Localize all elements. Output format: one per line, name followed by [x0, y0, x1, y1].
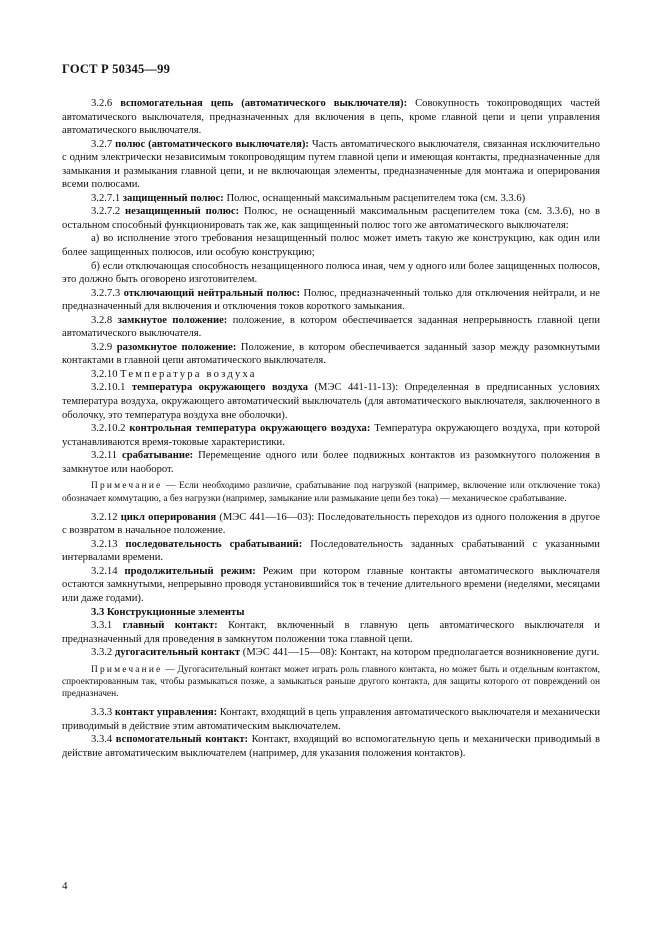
paragraph-3-2-7: 3.2.7 полюс (автоматического выключателя): Часть автоматического выключателя, связанная исключительно с одним электрически независимым токопроводящим путем главной цепи и имеющая контакты, предназначенные для замыкания и размыкания главной цепи, и не включающая элементы, предназначенные для монтажа и оперирования всеми полюсами.	[62, 138, 600, 191]
paragraph-3-2-7-2: 3.2.7.2 незащищенный полюс: Полюс, не оснащенный максимальным расцепителем тока (см. 3.3.6), но в остальном способный функционировать так же, как защищенный полюс того же автоматического выключателя:	[62, 206, 600, 231]
page-number: 4	[62, 880, 68, 892]
note-1: Примечание — Если необходимо различие, срабатывание под нагрузкой (например, включение или отключение тока) обозначает коммутацию, а без нагрузки (например, замыкание или размыкание цепи без тока) — механическое срабатывание.	[62, 481, 600, 504]
subsection-heading-3-2-10: 3.2.10 Температура воздуха	[91, 368, 257, 380]
document-header: ГОСТ Р 50345—99	[62, 62, 171, 76]
paragraph-3-3-3: 3.3.3 контакт управления: Контакт, входящий в цепь управления автоматического выключателя и механически приводимый в действие этим автоматическим выключателем.	[62, 707, 600, 732]
paragraph-3-2-14: 3.2.14 продолжительный режим: Режим при котором главные контакты автоматического выключателя остаются замкнутыми, непрерывно проводя установившийся ток в течение длительного времени (неделями, месяцами или даже годами).	[62, 565, 601, 604]
paragraph-3-2-12: 3.2.12 цикл оперирования (МЭС 441—16—03): Последовательность переходов из одного положения в другое с возвратом в начальное положение.	[62, 511, 601, 537]
paragraph-3-2-9: 3.2.9 разомкнутое положение: Положение, в котором обеспечивается заданный зазор между разомкнутыми контактами в главной цепи автоматического выключателя.	[62, 341, 600, 367]
paragraph-3-2-10-1: 3.2.10.1 температура окружающего воздуха (МЭС 441-11-13): Определенная в предписанных условиях температура воздуха, окружающего автоматический выключатель (для автоматического выключателя, заключенного в оболочку, это температура воздуха вне оболочки).	[62, 382, 600, 421]
paragraph-3-2-11: 3.2.11 срабатывание: Перемещение одного или более подвижных контактов из разомкнутого положения в замкнутое или наоборот.	[62, 450, 600, 475]
note-2: Примечание — Дугогасительный контакт может играть роль главного контакта, но может быть и отдельным контактом, спроектированным так, чтобы размыкаться позже, а замыкаться раньше другого контакта, для защиты которого от повреждений он предназначен.	[62, 664, 600, 700]
paragraph-3-3-4: 3.3.4 вспомогательный контакт: Контакт, входящий во вспомогательную цепь и механически приводимый в действие автоматическим выключателем (например, для указания положения контактов).	[62, 734, 600, 759]
list-item-a: а) во исполнение этого требования незащищенный полюс может иметь такую же конструкцию, как один или более защищенных полюсов, или особую конструкцию;	[62, 233, 600, 259]
paragraph-3-2-7-1: 3.2.7.1 защищенный полюс: Полюс, оснащенный максимальным расцепителем тока (см. 3.3.6)	[91, 192, 526, 204]
section-heading-3-3: 3.3 Конструкционные элементы	[91, 606, 245, 618]
list-item-b: б) если отключающая способность незащищенного полюса иная, чем у одного или более защищенных полюсов, это должно быть оговорено изготовителем.	[62, 260, 600, 286]
paragraph-3-2-6: 3.2.6 вспомогательная цепь (автоматического выключателя): Совокупность токопроводящих частей автоматического выключателя, предназначенных для включения в цепь, кроме главной цепи и цепи управления автоматического выключателя.	[62, 98, 601, 137]
paragraph-3-2-13: 3.2.13 последовательность срабатываний: Последовательность заданных срабатываний с указанными интервалами времени.	[62, 538, 600, 564]
paragraph-3-2-10-2: 3.2.10.2 контрольная температура окружающего воздуха: Температура окружающего воздуха, при которой устанавливаются время-токовые характеристики.	[62, 423, 600, 448]
paragraph-3-2-8: 3.2.8 замкнутое положение: положение, в котором обеспечивается заданная непрерывность главной цепи автоматического выключателя.	[62, 314, 600, 340]
document-body	[62, 97, 600, 761]
paragraph-3-2-7-3: 3.2.7.3 отключающий нейтральный полюс: Полюс, предназначенный только для отключения нейтрали, и не предназначенный для включения и отключения токов короткого замыкания.	[62, 287, 600, 313]
paragraph-3-3-1: 3.3.1 главный контакт: Контакт, включенный в главную цепь автоматического выключателя и предназначенный для проведения в замкнутом положении тока главной цепи.	[62, 620, 600, 645]
paragraph-3-3-2: 3.3.2 дугогасительный контакт (МЭС 441—15—08): Контакт, на котором предполагается возникновение дуги.	[91, 647, 600, 659]
